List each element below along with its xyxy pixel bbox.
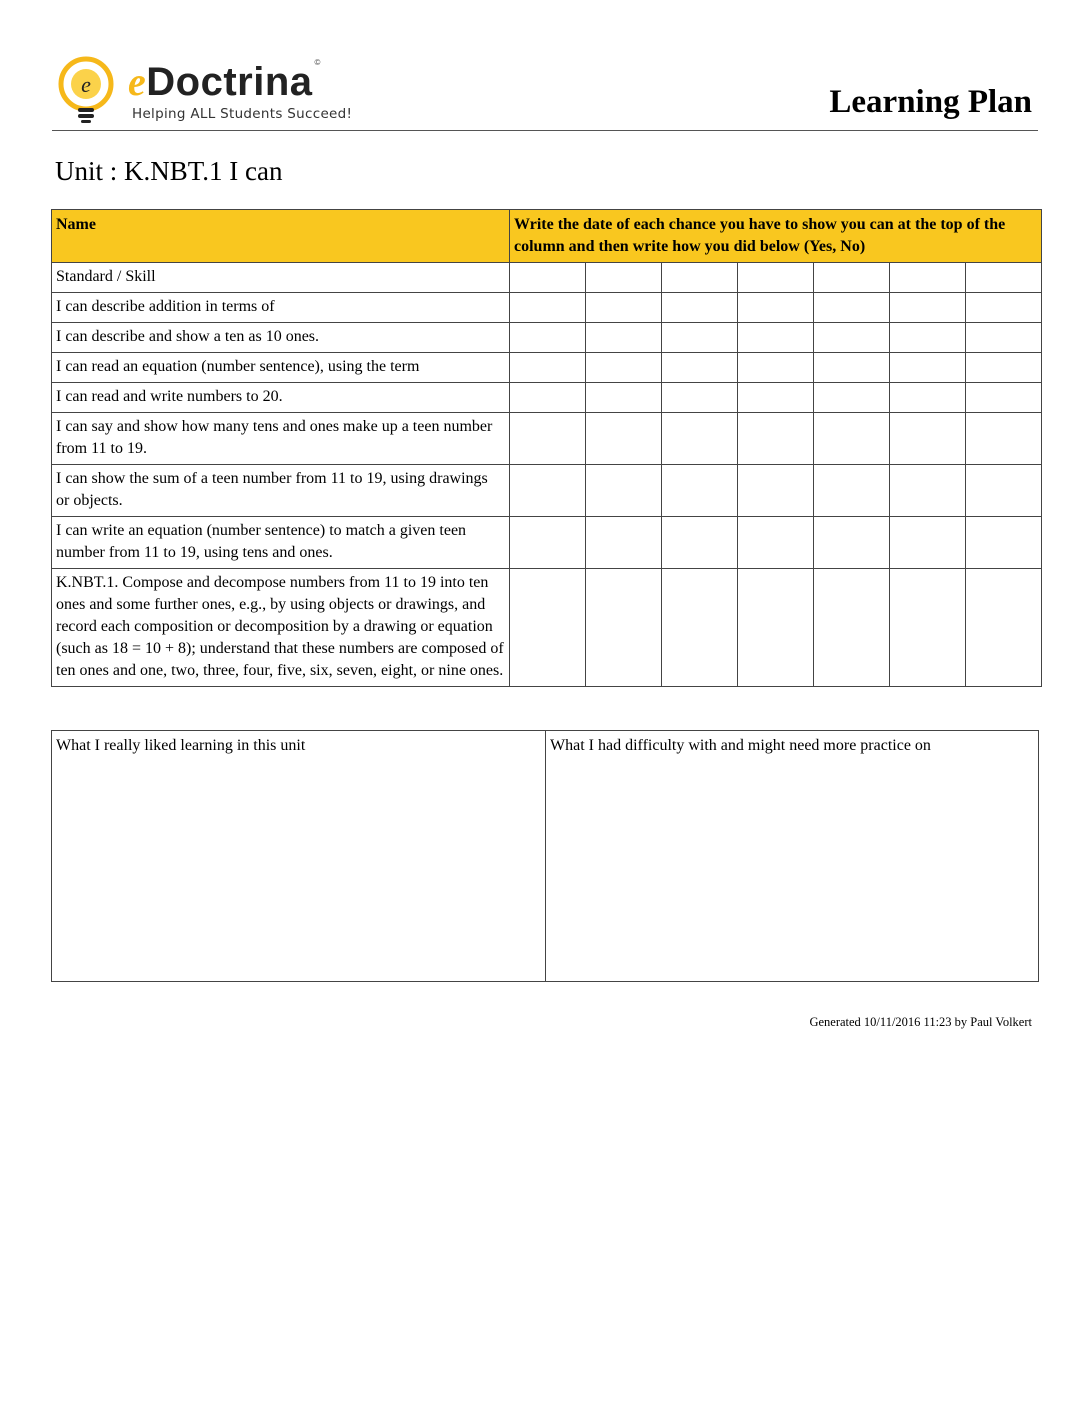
learning-plan-table (51, 209, 1042, 687)
check-cell[interactable] (586, 465, 662, 517)
skill-cell: Standard / Skill (52, 263, 510, 293)
check-cell[interactable] (586, 383, 662, 413)
check-cell[interactable] (890, 263, 966, 293)
svg-text:e: e (81, 72, 91, 97)
check-cell[interactable] (586, 569, 662, 687)
check-cell[interactable] (662, 263, 738, 293)
check-cell[interactable] (510, 383, 586, 413)
check-cell[interactable] (890, 517, 966, 569)
unit-title: Unit : K.NBT.1 I can (55, 156, 283, 186)
check-cell[interactable] (890, 323, 966, 353)
check-cell[interactable] (662, 293, 738, 323)
check-cell[interactable] (662, 517, 738, 569)
table-row (52, 517, 1042, 569)
difficulty-box[interactable] (545, 731, 1038, 981)
check-cell[interactable] (510, 293, 586, 323)
skill-cell: I can describe addition in terms of (52, 293, 510, 323)
check-cell[interactable] (814, 263, 890, 293)
check-cell[interactable] (662, 569, 738, 687)
skill-cell: I can say and show how many tens and ones make up a teen number from 11 to 19. (52, 413, 510, 465)
check-cell[interactable] (890, 293, 966, 323)
check-cell[interactable] (814, 323, 890, 353)
check-cell[interactable] (662, 353, 738, 383)
instructions-header: Write the date of each chance you have to show you can at the top of the column and then write how you did below (Yes, No) (510, 210, 1042, 263)
check-cell[interactable] (738, 383, 814, 413)
liked-learning-label: What I really liked learning in this unit (56, 737, 306, 754)
check-cell[interactable] (966, 383, 1042, 413)
check-cell[interactable] (966, 413, 1042, 465)
check-cell[interactable] (814, 353, 890, 383)
skill-cell: K.NBT.1. Compose and decompose numbers from 11 to 19 into ten ones and some further ones, e.g., by using objects or drawings, and record each composition or decomposition by a drawing or equation (such as 18 = 10 + 8); understand that these numbers are composed of ten ones and one, two, three, four, five, six, seven, eight, or nine ones. (52, 569, 510, 687)
check-cell[interactable] (966, 323, 1042, 353)
check-cell[interactable] (890, 465, 966, 517)
check-cell[interactable] (966, 263, 1042, 293)
check-cell[interactable] (586, 323, 662, 353)
check-cell[interactable] (814, 413, 890, 465)
table-row (52, 353, 1042, 383)
generated-footer: Generated 10/11/2016 11:23 by Paul Volkert (809, 1015, 1032, 1029)
skill-cell: I can read an equation (number sentence), using the term (52, 353, 510, 383)
table-row (52, 569, 1042, 687)
check-cell[interactable] (814, 569, 890, 687)
name-header: Name (52, 210, 510, 263)
check-cell[interactable] (510, 465, 586, 517)
check-cell[interactable] (890, 353, 966, 383)
check-cell[interactable] (586, 293, 662, 323)
logo-word-rest: Doctrina (146, 60, 313, 104)
logo-trademark: © (314, 58, 321, 67)
check-cell[interactable] (890, 383, 966, 413)
check-cell[interactable] (738, 323, 814, 353)
table-row (52, 323, 1042, 353)
logo-tagline: Helping ALL Students Succeed! (132, 106, 353, 122)
check-cell[interactable] (586, 353, 662, 383)
check-cell[interactable] (738, 517, 814, 569)
edoctrina-logo (52, 52, 372, 128)
check-cell[interactable] (662, 413, 738, 465)
check-cell[interactable] (814, 383, 890, 413)
check-cell[interactable] (738, 569, 814, 687)
check-cell[interactable] (966, 569, 1042, 687)
check-cell[interactable] (814, 293, 890, 323)
check-cell[interactable] (890, 569, 966, 687)
document-title: Learning Plan (829, 84, 1032, 120)
check-cell[interactable] (966, 517, 1042, 569)
check-cell[interactable] (510, 413, 586, 465)
skill-cell: I can show the sum of a teen number from 11 to 19, using drawings or objects. (52, 465, 510, 517)
skill-cell: I can read and write numbers to 20. (52, 383, 510, 413)
skill-cell: I can write an equation (number sentence) to match a given teen number from 11 to 19, using tens and ones. (52, 517, 510, 569)
check-cell[interactable] (966, 293, 1042, 323)
check-cell[interactable] (586, 263, 662, 293)
check-cell[interactable] (738, 465, 814, 517)
check-cell[interactable] (738, 293, 814, 323)
check-cell[interactable] (738, 353, 814, 383)
check-cell[interactable] (662, 323, 738, 353)
table-row (52, 383, 1042, 413)
check-cell[interactable] (510, 353, 586, 383)
check-cell[interactable] (814, 465, 890, 517)
check-cell[interactable] (966, 353, 1042, 383)
check-cell[interactable] (814, 517, 890, 569)
check-cell[interactable] (586, 413, 662, 465)
difficulty-label: What I had difficulty with and might need more practice on (550, 737, 931, 754)
check-cell[interactable] (510, 323, 586, 353)
check-cell[interactable] (890, 413, 966, 465)
check-cell[interactable] (966, 465, 1042, 517)
check-cell[interactable] (510, 263, 586, 293)
lightbulb-icon (54, 54, 124, 126)
skill-cell: I can describe and show a ten as 10 ones. (52, 323, 510, 353)
check-cell[interactable] (510, 569, 586, 687)
check-cell[interactable] (662, 465, 738, 517)
logo-wordmark (128, 58, 321, 105)
table-header-row (52, 210, 1042, 263)
check-cell[interactable] (510, 517, 586, 569)
check-cell[interactable] (662, 383, 738, 413)
logo-letter: e (128, 59, 147, 104)
table-row (52, 465, 1042, 517)
table-row (52, 293, 1042, 323)
table-row (52, 413, 1042, 465)
liked-learning-box[interactable] (52, 731, 545, 981)
check-cell[interactable] (738, 263, 814, 293)
check-cell[interactable] (586, 517, 662, 569)
check-cell[interactable] (738, 413, 814, 465)
page-header (52, 52, 1038, 131)
reflection-section (51, 730, 1039, 982)
table-row (52, 263, 1042, 293)
